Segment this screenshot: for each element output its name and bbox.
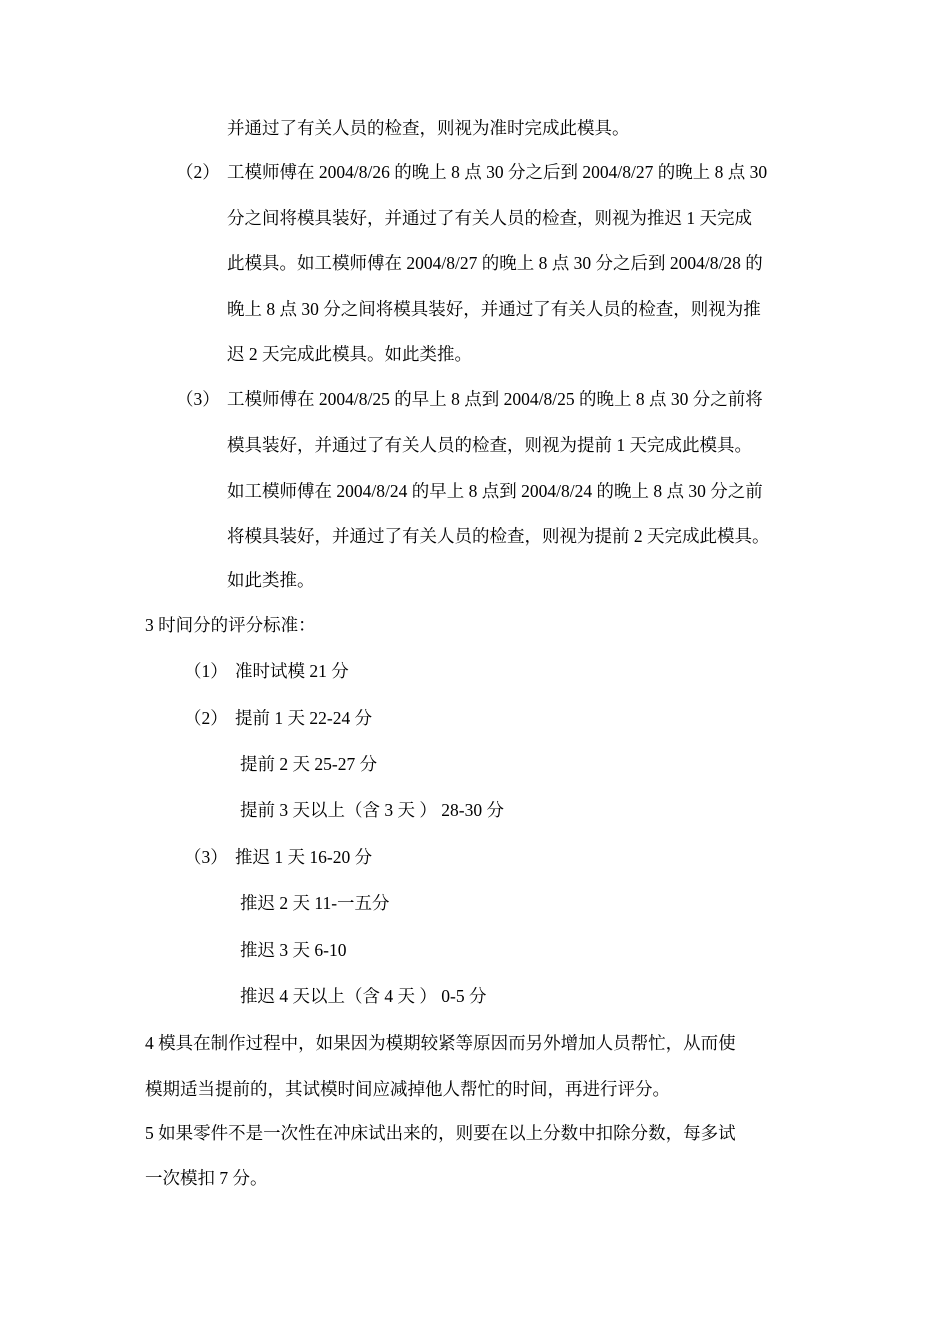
score-rule-item: 提前 2 天 25-27 分 [240, 754, 378, 774]
paragraph-line: 5 如果零件不是一次性在冲床试出来的，则要在以上分数中扣除分数，每多试 [145, 1123, 736, 1143]
list-marker: （1） [184, 661, 228, 681]
paragraph-line: 此模具。如工模师傅在 2004/8/27 的晚上 8 点 30 分之后到 2004/8/28 的 [227, 253, 763, 273]
paragraph-line: 工模师傅在 2004/8/25 的早上 8 点到 2004/8/25 的晚上 8 点 30 分之前将 [227, 389, 763, 409]
paragraph-line: 迟 2 天完成此模具。如此类推。 [227, 344, 472, 364]
list-marker: （2） [176, 162, 220, 182]
paragraph-line: 如工模师傅在 2004/8/24 的早上 8 点到 2004/8/24 的晚上 8 点 30 分之前 [227, 481, 763, 501]
paragraph-line: 将模具装好，并通过了有关人员的检查，则视为提前 2 天完成此模具。 [227, 526, 770, 546]
paragraph-line: 模具装好，并通过了有关人员的检查，则视为提前 1 天完成此模具。 [227, 435, 752, 455]
paragraph-line: 晚上 8 点 30 分之间将模具装好，并通过了有关人员的检查，则视为推 [227, 299, 761, 319]
score-rule-item: 推迟 2 天 11-一五分 [240, 893, 390, 913]
paragraph-line: 一次模扣 7 分。 [145, 1168, 268, 1188]
score-rule-item: 推迟 4 天以上（含 4 天 ） 0-5 分 [240, 986, 487, 1006]
score-rule-item: 提前 1 天 22-24 分 [235, 708, 373, 728]
score-rule-item: 提前 3 天以上（含 3 天 ） 28-30 分 [240, 800, 504, 820]
paragraph-line: 并通过了有关人员的检查，则视为准时完成此模具。 [227, 118, 630, 138]
paragraph-line: 分之间将模具装好，并通过了有关人员的检查，则视为推迟 1 天完成 [227, 208, 752, 228]
score-rule-item: 准时试模 21 分 [235, 661, 349, 681]
paragraph-line: 如此类推。 [227, 570, 315, 590]
paragraph-line: 工模师傅在 2004/8/26 的晚上 8 点 30 分之后到 2004/8/27 的晚上 8 点 30 [227, 162, 768, 182]
paragraph-line: 模期适当提前的，其试模时间应减掉他人帮忙的时间，再进行评分。 [145, 1079, 670, 1099]
list-marker: （2） [184, 708, 228, 728]
list-marker: （3） [176, 389, 220, 409]
score-rule-item: 推迟 3 天 6-10 [240, 940, 347, 960]
paragraph-line: 4 模具在制作过程中，如果因为模期较紧等原因而另外增加人员帮忙，从而使 [145, 1033, 736, 1053]
score-rule-item: 推迟 1 天 16-20 分 [235, 847, 373, 867]
section-heading: 3 时间分的评分标准： [145, 615, 316, 635]
list-marker: （3） [184, 847, 228, 867]
